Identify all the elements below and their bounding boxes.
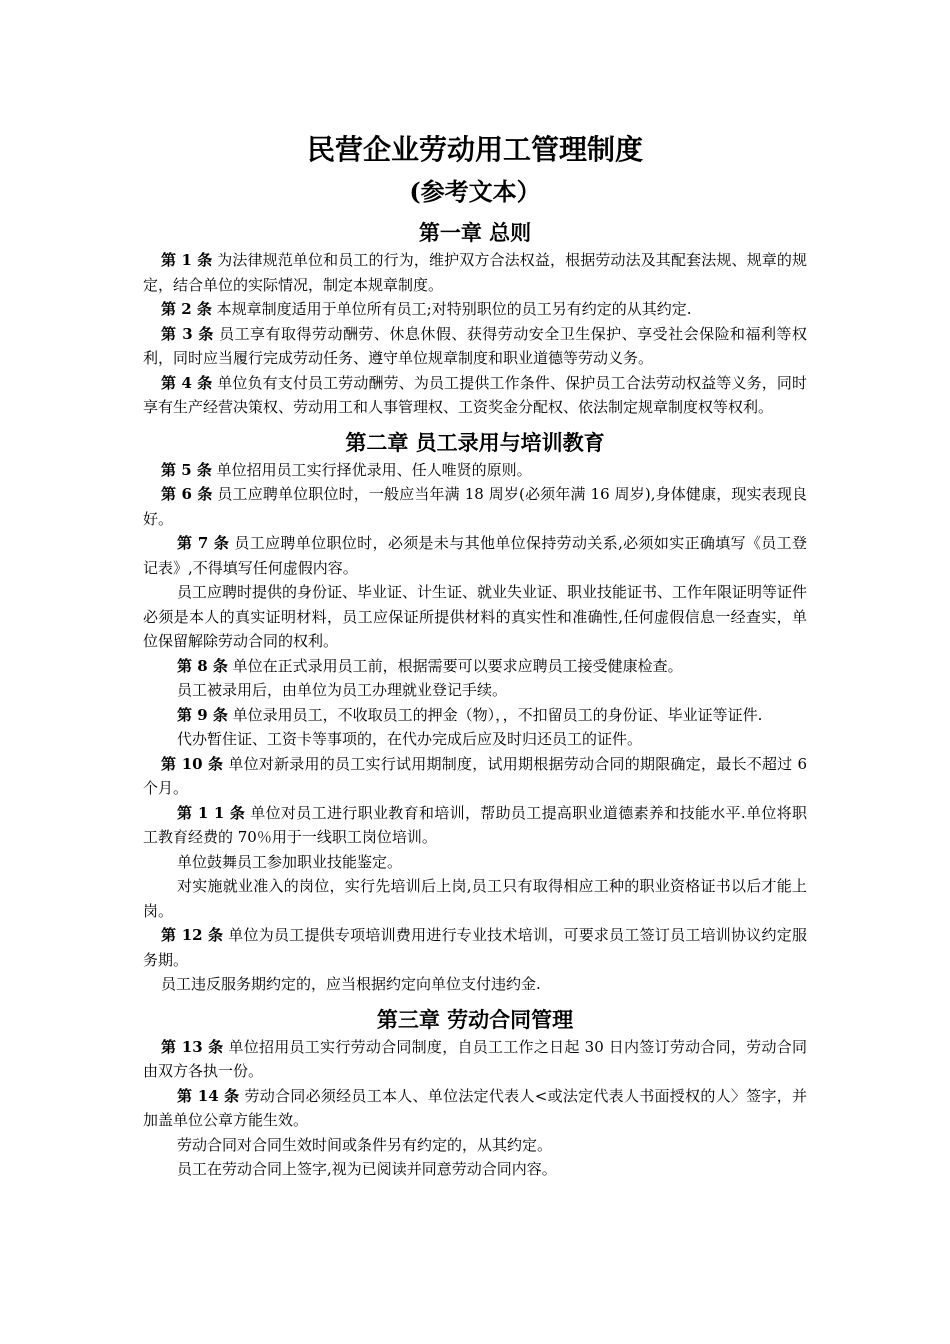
chapter-1: [143, 218, 807, 420]
paragraph: 员工在劳动合同上签字,视为已阅读并同意劳动合同内容。: [177, 1160, 557, 1178]
paragraph: 单位鼓舞员工参加职业技能鉴定。: [177, 852, 403, 871]
chapter-2: [143, 428, 807, 997]
paragraph: 员工被录用后，由单位为员工办理就业登记手续。: [177, 681, 508, 699]
chapter-3: [143, 1005, 807, 1182]
article-14: [143, 1084, 807, 1133]
article-label: 第 8 条: [177, 656, 228, 675]
article-label: 第 9 条: [177, 705, 228, 724]
article-text: 单位招用员工实行劳动合同制度，自员工工作之日起 30 日内签订劳动合同，劳动合同由双方各执一份。: [143, 1037, 807, 1080]
article-12: [143, 923, 807, 972]
article-label: 第 13 条: [161, 1037, 224, 1056]
article-text: 员工享有取得劳动酬劳、休息休假、获得劳动安全卫生保护、享受社会保险和福利等权利，同时应当履行完成劳动任务、遵守单位规章制度和职业道德等劳动义务。: [143, 324, 807, 367]
article-2: [143, 297, 807, 322]
article-text: 单位在正式录用员工前，根据需要可以要求应聘员工接受健康检查。: [227, 656, 683, 675]
article-label: 第 7 条: [177, 534, 230, 552]
article-text: 单位负有支付员工劳动酬劳、为员工提供工作条件、保护员工合法劳动权益等义务，同时享有生产经营决策权、劳动用工和人事管理权、工资奖金分配权、依法制定规章制度权等权利。: [143, 373, 807, 416]
chapter-heading: 第一章 总则: [418, 220, 532, 245]
article-text: 单位对新录用的员工实行试用期制度，试用期根据劳动合同的期限确定，最长不超过 6 个月。: [143, 754, 807, 797]
article-8: [143, 654, 807, 679]
article-10: [143, 752, 807, 801]
article-text: 劳动合同必须经员工本人、单位法定代表人<或法定代表人书面授权的人〉签字，并加盖单位公章方能生效。: [143, 1086, 808, 1129]
article-label: 第 10 条: [161, 754, 224, 773]
article-5: [143, 458, 807, 483]
article-label: 第 3 条: [161, 324, 214, 343]
article-label: 第 4 条: [161, 373, 213, 392]
article-text: 单位为员工提供专项培训费用进行专业技术培训，可要求员工签订员工培训协议约定服务期。: [143, 926, 807, 969]
chapter-heading: 第三章 劳动合同管理: [376, 1006, 574, 1032]
article-label: 第 14 条: [177, 1086, 240, 1105]
article-4: [143, 371, 807, 420]
article-3: [143, 322, 807, 371]
article-11: [143, 801, 807, 850]
paragraph: 员工违反服务期约定的，应当根据约定向单位支付违约金.: [161, 975, 541, 993]
paragraph: 劳动合同对合同生效时间或条件另有约定的，从其约定。: [177, 1135, 553, 1154]
article-label: 第 1 条: [161, 251, 213, 269]
article-text: 单位录用员工，不收取员工的押金（物），，不扣留员工的身份证、毕业证等证件.: [227, 705, 763, 724]
paragraph: 员工应聘时提供的身份证、毕业证、计生证、就业失业证、职业技能证书、工作年限证明等证件必须是本人的真实证明材料，员工应保证所提供材料的真实性和准确性,任何虚假信息一经查实，单位保留解除劳动合同的权利。: [143, 583, 808, 650]
article-9: [143, 703, 807, 728]
article-7: [143, 531, 807, 580]
article-text: 员工应聘单位职位时，必须是未与其他单位保持劳动关系,必须如实正确填写《员工登记表》,不得填写任何虚假内容。: [143, 534, 807, 577]
article-text: 员工应聘单位职位时，一般应当年满 18 周岁(必须年满 16 周岁),身体健康，现实表现良好。: [143, 485, 807, 528]
article-label: 第 2 条: [161, 300, 212, 318]
paragraph: 对实施就业准入的岗位，实行先培训后上岗,员工只有取得相应工种的职业资格证书以后才能上岗。: [143, 877, 807, 920]
article-13: [143, 1035, 807, 1084]
paragraph: 代办暂住证、工资卡等事项的，在代办完成后应及时归还员工的证件。: [177, 730, 643, 748]
article-6: [143, 482, 807, 531]
article-text: 单位对员工进行职业教育和培训，帮助员工提高职业道德素养和技能水平.单位将职工教育经费的 70％用于一线职工岗位培训。: [143, 803, 807, 846]
article-1: [143, 248, 807, 297]
article-text: 本规章制度适用于单位所有员工;对特别职位的员工另有约定的从其约定.: [211, 300, 692, 318]
article-label: 第 6 条: [161, 485, 213, 503]
article-label: 第 5 条: [161, 460, 212, 479]
chapter-heading: 第二章 员工录用与培训教育: [345, 429, 605, 455]
article-label: 第 12 条: [161, 926, 224, 944]
document-title: 民营企业劳动用工管理制度: [306, 133, 643, 166]
article-text: 为法律规范单位和员工的行为，维护双方合法权益，根据劳动法及其配套法规、规章的规定，结合单位的实际情况，制定本规章制度。: [143, 251, 807, 294]
article-label: 第 1 1 条: [177, 803, 246, 822]
article-text: 单位招用员工实行择优录用、任人唯贤的原则。: [211, 460, 532, 479]
document-subtitle: (参考文本）: [409, 177, 541, 206]
